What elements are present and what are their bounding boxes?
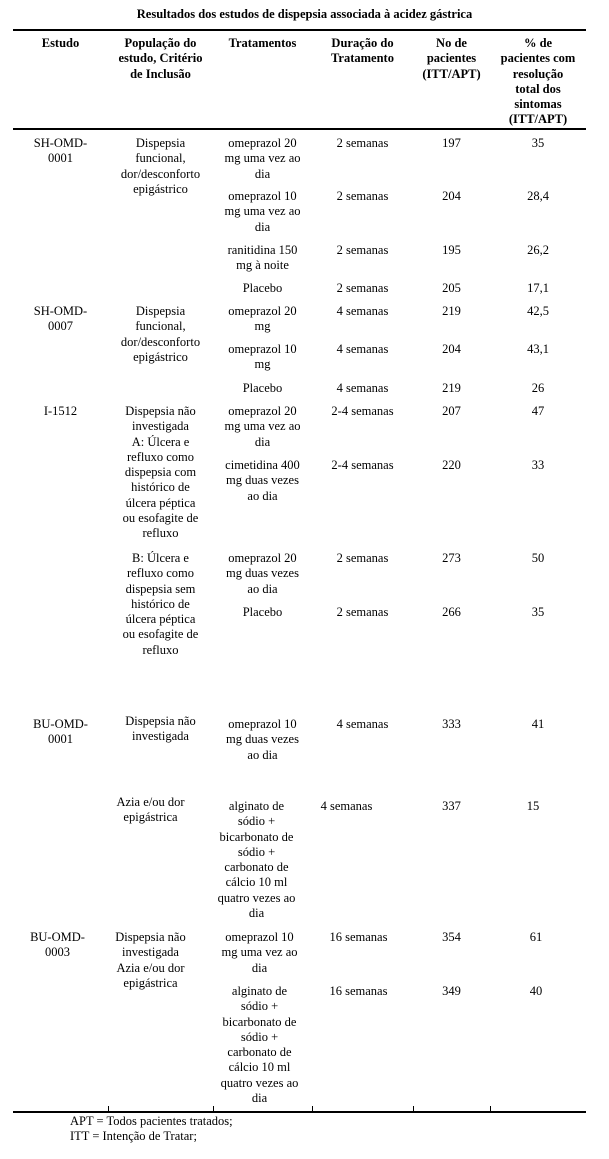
population-cell: B: Úlcera e refluxo como dispepsia sem histórico de úlcera péptica ou esofagite de refluxo — [122, 551, 199, 657]
footnote-apt: APT = Todos pacientes tratados; — [70, 1114, 233, 1128]
treatment-cell: omeprazol 10 mg uma vez ao dia — [221, 930, 298, 975]
population-cell: Dispepsia não investigada — [125, 714, 196, 744]
resolution-cell: 61 — [529, 930, 543, 944]
duration-cell: 2 semanas — [336, 605, 389, 619]
resolution-cell: 26 — [531, 381, 545, 395]
header-pacientes: No de pacientes (ITT/APT) — [422, 36, 481, 81]
study-id-sh-omd-0007: SH-OMD- 0007 — [33, 304, 88, 334]
treatment-cell: alginato de sódio + bicarbonato de sódio + carbonato de cálcio 10 ml quatro vezes ao dia — [217, 799, 296, 921]
patients-cell: 204 — [442, 189, 461, 203]
resolution-cell: 42,5 — [527, 304, 549, 318]
duration-cell: 2 semanas — [336, 551, 389, 565]
duration-cell: 16 semanas — [329, 984, 388, 998]
resolution-cell: 33 — [531, 458, 545, 472]
header-tratamentos: Tratamentos — [228, 36, 297, 50]
population-cell: Dispepsia funcional, dor/desconforto epigástrico — [120, 304, 201, 364]
resolution-cell: 41 — [531, 717, 545, 731]
resolution-cell: 35 — [531, 136, 545, 150]
population-cell: Dispepsia não investigada A: Úlcera e refluxo como dispepsia com histórico de úlcera péptica ou esofagite de refluxo — [122, 404, 199, 541]
bottom-rule — [13, 1111, 586, 1113]
population-cell: Dispepsia funcional, dor/desconforto epigástrico — [120, 136, 201, 196]
treatment-cell: omeprazol 20 mg — [228, 304, 297, 334]
population-cell: Dispepsia não investigada Azia e/ou dor epigástrica — [115, 930, 186, 990]
header-estudo: Estudo — [41, 36, 80, 50]
resolution-cell: 43,1 — [527, 342, 549, 356]
patients-cell: 333 — [442, 717, 461, 731]
treatment-cell: cimetidina 400 mg duas vezes ao dia — [225, 458, 300, 503]
resolution-cell: 17,1 — [527, 281, 549, 295]
footnote-itt: ITT = Intenção de Tratar; — [70, 1129, 197, 1143]
header-resolucao: % de pacientes com resolução total dos sintomas (ITT/APT) — [500, 36, 576, 127]
study-id-bu-omd-0001: BU-OMD- 0001 — [33, 717, 88, 747]
top-rule — [13, 29, 586, 31]
patients-cell: 354 — [442, 930, 461, 944]
column-divider-3 — [312, 1106, 313, 1112]
column-divider-4 — [413, 1106, 414, 1112]
resolution-cell: 26,2 — [527, 243, 549, 257]
treatment-cell: omeprazol 20 mg uma vez ao dia — [224, 136, 301, 181]
patients-cell: 220 — [442, 458, 461, 472]
treatment-cell: Placebo — [242, 381, 283, 395]
duration-cell: 2 semanas — [336, 136, 389, 150]
patients-cell: 219 — [442, 304, 461, 318]
duration-cell: 2 semanas — [336, 243, 389, 257]
treatment-cell: omeprazol 10 mg uma vez ao dia — [224, 189, 301, 234]
patients-cell: 219 — [442, 381, 461, 395]
patients-cell: 349 — [442, 984, 461, 998]
patients-cell: 197 — [442, 136, 461, 150]
duration-cell: 2-4 semanas — [331, 404, 394, 418]
duration-cell: 2 semanas — [336, 189, 389, 203]
resolution-cell: 15 — [526, 799, 540, 813]
treatment-cell: omeprazol 10 mg — [228, 342, 297, 372]
column-divider-1 — [108, 1106, 109, 1112]
treatment-cell: ranitidina 150 mg à noite — [227, 243, 298, 273]
duration-cell: 4 semanas — [336, 304, 389, 318]
patients-cell: 266 — [442, 605, 461, 619]
column-divider-5 — [490, 1106, 491, 1112]
duration-cell: 2 semanas — [336, 281, 389, 295]
patients-cell: 195 — [442, 243, 461, 257]
duration-cell: 16 semanas — [329, 930, 388, 944]
patients-cell: 207 — [442, 404, 461, 418]
table-title: Resultados dos estudos de dispepsia associada à acidez gástrica — [136, 7, 473, 21]
duration-cell: 2-4 semanas — [331, 458, 394, 472]
patients-cell: 205 — [442, 281, 461, 295]
treatment-cell: omeprazol 10 mg duas vezes ao dia — [226, 717, 299, 762]
study-id-sh-omd-0001: SH-OMD- 0001 — [33, 136, 88, 166]
duration-cell: 4 semanas — [336, 381, 389, 395]
duration-cell: 4 semanas — [336, 717, 389, 731]
population-cell: Azia e/ou dor epigástrica — [116, 795, 185, 825]
duration-cell: 4 semanas — [336, 342, 389, 356]
header-duracao: Duração do Tratamento — [331, 36, 394, 66]
patients-cell: 273 — [442, 551, 461, 565]
resolution-cell: 50 — [531, 551, 545, 565]
treatment-cell: Placebo — [242, 281, 283, 295]
treatment-cell: Placebo — [242, 605, 283, 619]
resolution-cell: 47 — [531, 404, 545, 418]
study-id-i-1512: I-1512 — [43, 404, 78, 418]
study-id-bu-omd-0003: BU-OMD- 0003 — [30, 930, 85, 960]
patients-cell: 204 — [442, 342, 461, 356]
header-populacao: População do estudo, Critério de Inclusão — [118, 36, 203, 81]
resolution-cell: 40 — [529, 984, 543, 998]
resolution-cell: 35 — [531, 605, 545, 619]
treatment-cell: alginato de sódio + bicarbonato de sódio + carbonato de cálcio 10 ml quatro vezes ao dia — [220, 984, 299, 1106]
duration-cell: 4 semanas — [320, 799, 373, 813]
patients-cell: 337 — [442, 799, 461, 813]
header-rule — [13, 128, 586, 130]
treatment-cell: omeprazol 20 mg uma vez ao dia — [224, 404, 301, 449]
column-divider-2 — [213, 1106, 214, 1112]
resolution-cell: 28,4 — [527, 189, 549, 203]
treatment-cell: omeprazol 20 mg duas vezes ao dia — [226, 551, 299, 596]
